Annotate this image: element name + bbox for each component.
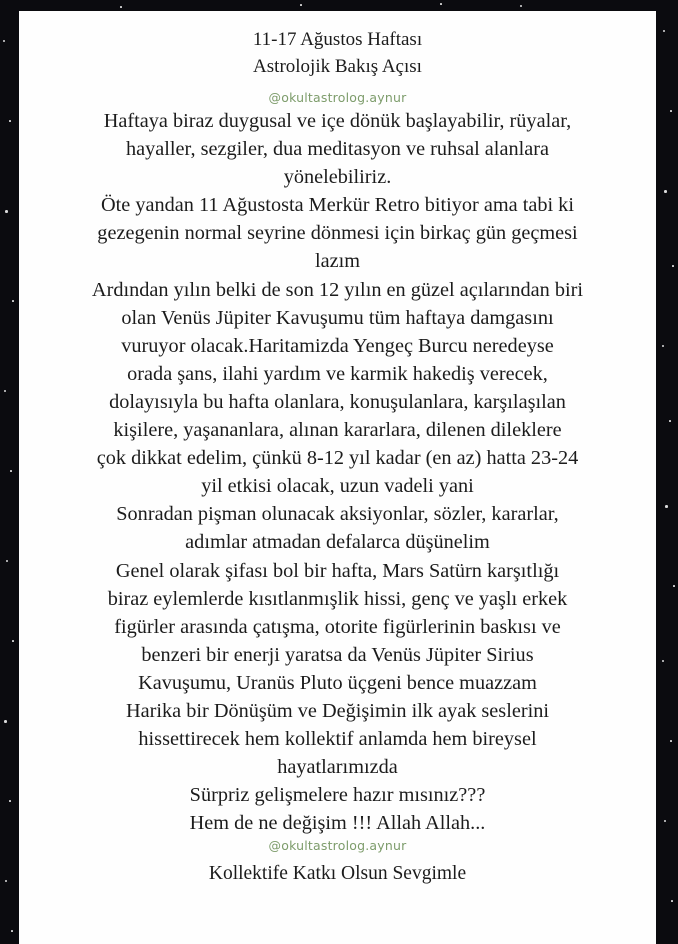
body-line: hissettirecek hem kollektif anlamda hem bireysel	[138, 728, 537, 751]
story-text-card	[19, 11, 656, 944]
star-speck	[5, 210, 8, 213]
star-speck	[520, 5, 522, 7]
body-line: hayatlarımızda	[277, 756, 398, 779]
star-speck	[669, 420, 671, 422]
author-handle-top[interactable]: @okultastrolog.aynur	[268, 90, 407, 105]
star-speck	[10, 470, 12, 472]
star-speck	[11, 930, 13, 932]
body-line: vuruyor olacak.Haritamizda Yengeç Burcu neredeyse	[121, 334, 554, 357]
star-speck	[12, 640, 14, 642]
star-speck	[663, 30, 665, 32]
author-handle-bottom[interactable]: @okultastrolog.aynur	[268, 838, 407, 854]
body-line: Harika bir Dönüşüm ve Değişimin ilk ayak seslerini	[125, 699, 549, 722]
star-speck	[9, 120, 11, 122]
body-line: yil etkisi olacak, uzun vadeli yani	[201, 475, 474, 498]
star-speck	[4, 390, 6, 392]
star-speck	[664, 820, 666, 822]
star-speck	[671, 900, 673, 902]
post-title: 11-17 Ağustos Haftası	[252, 29, 423, 50]
body-line: adımlar atmadan defalarca düşünelim	[185, 531, 490, 554]
star-speck	[300, 4, 302, 6]
star-speck	[670, 110, 672, 112]
body-line: yönelebiliriz.	[283, 166, 392, 189]
star-speck	[672, 265, 674, 267]
body-line: Genel olarak şifası bol bir hafta, Mars Satürn karşıtlığı	[115, 559, 560, 582]
star-speck	[662, 660, 664, 662]
body-line: figürler arasında çatışma, otorite figürlerinin baskısı ve	[114, 615, 561, 638]
star-speck	[5, 880, 7, 882]
body-line: Sonradan pişman olunacak aksiyonlar, sözler, kararlar,	[116, 503, 559, 526]
body-line: Haftaya biraz duygusal ve içe dönük başlayabilir, rüyalar,	[103, 110, 572, 132]
body-line: dolayısıyla bu hafta olanlara, konuşulanlara, karşılaşılan	[109, 390, 566, 413]
body-line: biraz eylemlerde kısıtlanmışlik hissi, genç ve yaşlı erkek	[107, 587, 568, 610]
body-line: lazım	[314, 250, 361, 273]
body-line: Hem de ne değişim !!! Allah Allah...	[189, 812, 486, 835]
star-speck	[4, 720, 7, 723]
star-speck	[6, 560, 8, 562]
star-speck	[670, 740, 672, 742]
body-line: Sürpriz gelişmelere hazır mısınız???	[189, 784, 486, 807]
post-body	[19, 107, 656, 837]
star-speck	[664, 190, 667, 193]
star-speck	[673, 585, 675, 587]
post-subtitle: Astrolojik Bakış Açısı	[253, 56, 422, 77]
body-line: Ardından yılın belki de son 12 yılın en güzel açılarından biri	[91, 278, 584, 301]
star-speck	[662, 345, 664, 347]
body-line: Öte yandan 11 Ağustosta Merkür Retro bitiyor ama tabi ki	[101, 194, 574, 217]
body-line: hayaller, sezgiler, dua meditasyon ve ruhsal alanlara	[126, 138, 549, 161]
body-line: gezegenin normal seyrine dönmesi için birkaç gün geçmesi	[97, 222, 578, 245]
star-speck	[665, 505, 668, 508]
body-line: çok dikkat edelim, çünkü 8-12 yıl kadar (en az) hatta 23-24	[96, 447, 579, 470]
star-speck	[3, 40, 5, 42]
body-line: kişilere, yaşananlara, alınan kararlara, dilenen dileklere	[113, 419, 562, 442]
star-speck	[9, 800, 11, 802]
star-speck	[120, 6, 122, 8]
signoff-text: Kollektife Katkı Olsun Sevgimle	[208, 863, 467, 885]
body-line: olan Venüs Jüpiter Kavuşumu tüm haftaya damgasını	[121, 306, 554, 329]
body-line: Kavuşumu, Uranüs Pluto üçgeni bence muazzam	[138, 671, 537, 694]
body-line: orada şans, ilahi yardım ve karmik hakediş verecek,	[127, 362, 548, 385]
star-speck	[440, 3, 442, 5]
star-speck	[12, 300, 14, 302]
body-line: benzeri bir enerji yaratsa da Venüs Jüpiter Sirius	[141, 643, 534, 666]
